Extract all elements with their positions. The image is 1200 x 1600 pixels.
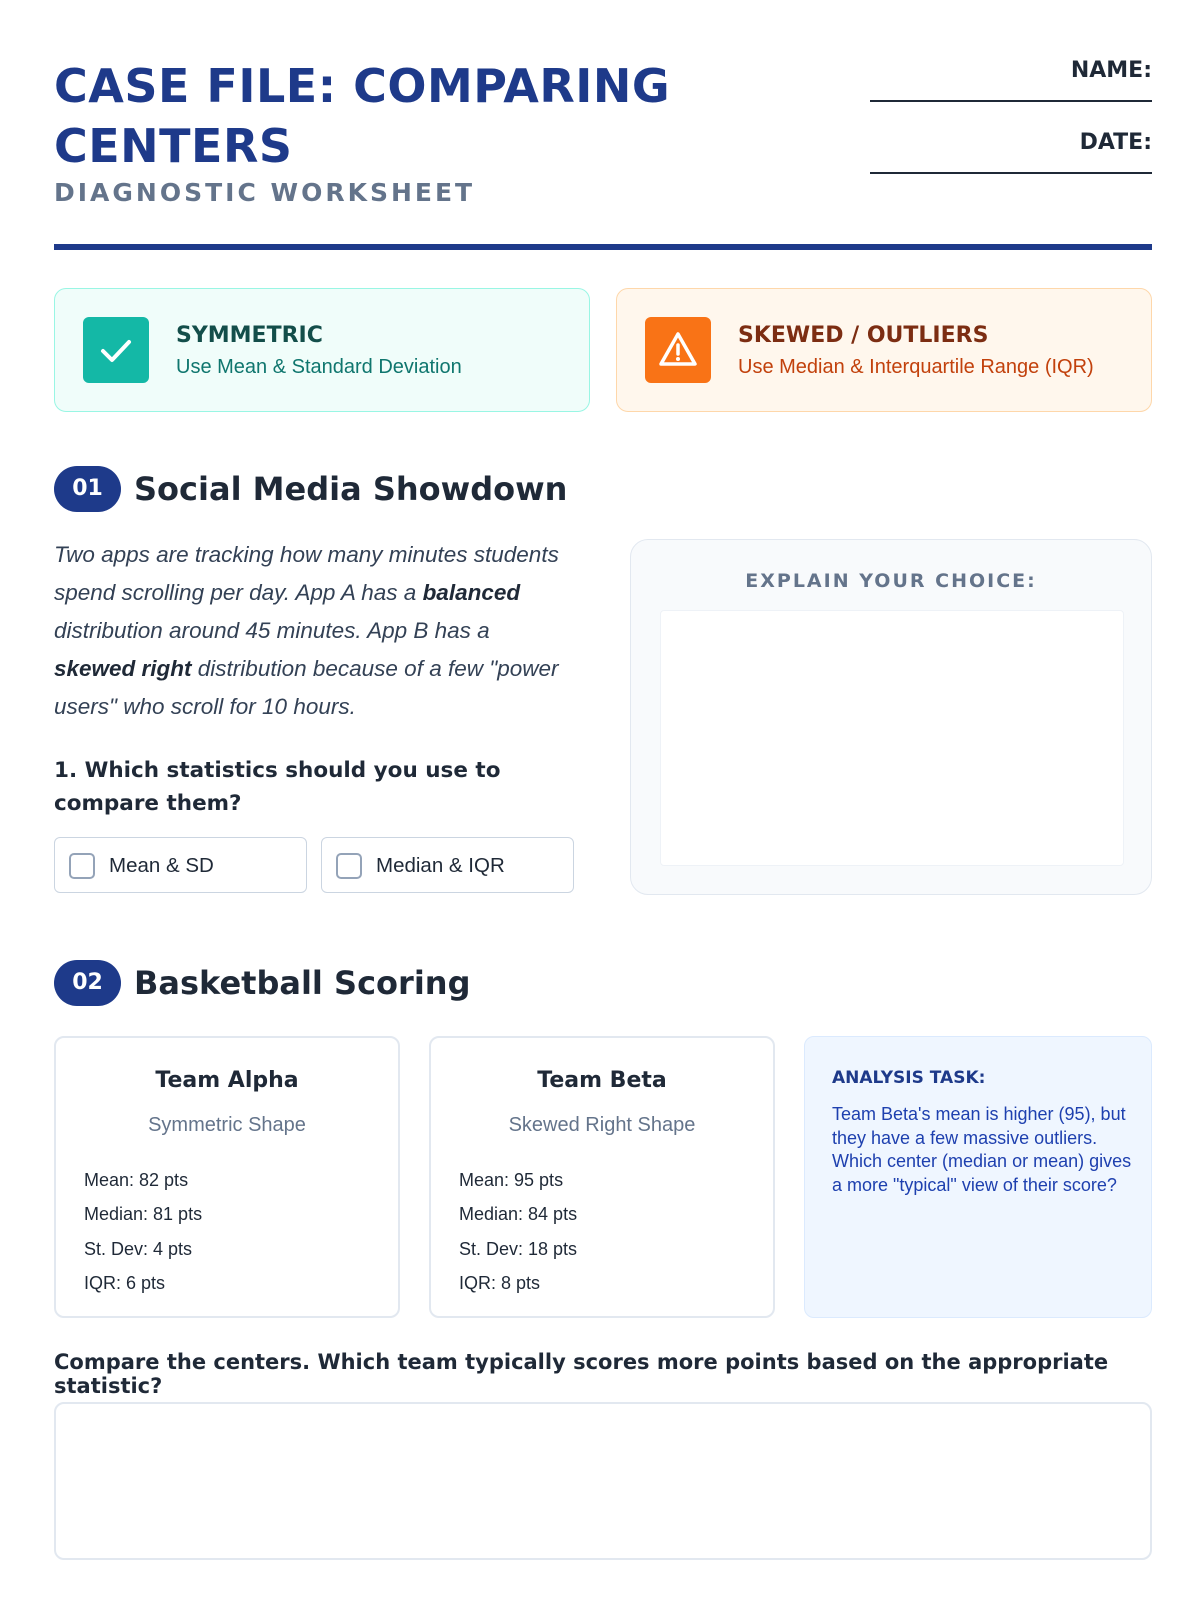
team-stat-mean: Mean: 82 pts xyxy=(84,1170,189,1190)
scenario-text-part: Two apps are tracking how many minutes students spend scrolling per day. App A has a xyxy=(54,542,559,605)
symmetric-legend-title: SYMMETRIC xyxy=(176,323,323,348)
team-stat-mean: Mean: 95 pts xyxy=(459,1170,564,1190)
date-field-line[interactable] xyxy=(870,160,1152,174)
section-1-title: Social Media Showdown xyxy=(134,470,568,508)
team-stat-iqr: IQR: 6 pts xyxy=(84,1273,166,1293)
team-stat-iqr: IQR: 8 pts xyxy=(459,1273,541,1293)
worksheet-page xyxy=(54,0,1152,1600)
scenario-text-part: distribution around 45 minutes. App B has a xyxy=(54,618,490,643)
skewed-legend-title: SKEWED / OUTLIERS xyxy=(738,323,989,348)
option-median-iqr[interactable] xyxy=(321,837,574,893)
name-field-line[interactable] xyxy=(870,88,1152,102)
worksheet-header xyxy=(54,50,1152,250)
analysis-task-body: Team Beta's mean is higher (95), but they have a few massive outliers. Which center (median or mean) gives a more "typical" view of their score? xyxy=(832,1104,1132,1195)
date-label: DATE: xyxy=(1079,130,1152,155)
section-1-scenario-text xyxy=(54,536,574,726)
explain-choice-label: EXPLAIN YOUR CHOICE: xyxy=(745,570,1037,592)
team-stat-sd: St. Dev: 18 pts xyxy=(459,1239,578,1259)
option-median-iqr-checkbox[interactable] xyxy=(336,853,362,879)
symmetric-legend-card xyxy=(54,288,590,412)
page-subtitle: DIAGNOSTIC WORKSHEET xyxy=(54,178,476,207)
team-shape: Skewed Right Shape xyxy=(508,1114,696,1136)
section-1-question: 1. Which statistics should you use to compare them? xyxy=(54,758,501,816)
team-stat-sd: St. Dev: 4 pts xyxy=(84,1239,193,1259)
option-median-iqr-label: Median & IQR xyxy=(376,854,505,877)
analysis-task-title: ANALYSIS TASK: xyxy=(832,1068,986,1088)
symmetric-legend-subtitle: Use Mean & Standard Deviation xyxy=(176,356,462,378)
skewed-legend-card xyxy=(616,288,1152,412)
option-mean-sd-checkbox[interactable] xyxy=(69,853,95,879)
page-title: CASE FILE: COMPARING CENTERS xyxy=(54,59,671,173)
section-2-header xyxy=(54,960,754,1008)
compare-centers-answer-area[interactable] xyxy=(54,1402,1152,1560)
name-date-block xyxy=(862,58,1152,202)
team-name: Team Beta xyxy=(537,1068,667,1093)
scenario-emphasis-skewed: skewed right xyxy=(54,656,192,681)
header-divider xyxy=(54,244,1152,250)
team-shape: Symmetric Shape xyxy=(148,1114,306,1136)
scenario-text-part: distribution because of a few "power users" who scroll for 10 hours. xyxy=(54,656,559,719)
option-mean-sd-label: Mean & SD xyxy=(109,854,214,877)
analysis-task-card xyxy=(804,1036,1152,1318)
team-alpha-card xyxy=(54,1036,400,1318)
section-2-title: Basketball Scoring xyxy=(134,964,471,1002)
team-stat-median: Median: 84 pts xyxy=(459,1204,578,1224)
name-label: NAME: xyxy=(1070,58,1152,83)
section-1-header xyxy=(54,466,754,514)
section-2-number-badge: 02 xyxy=(54,960,121,1006)
team-stat-median: Median: 81 pts xyxy=(84,1204,203,1224)
compare-centers-question: Compare the centers. Which team typically scores more points based on the appropriate statistic? xyxy=(54,1350,1109,1398)
section-1-number-badge: 01 xyxy=(54,466,121,512)
explain-choice-answer-area[interactable] xyxy=(660,610,1124,866)
explain-choice-panel xyxy=(630,539,1152,895)
team-beta-card xyxy=(429,1036,775,1318)
option-mean-sd[interactable] xyxy=(54,837,307,893)
team-name: Team Alpha xyxy=(155,1068,299,1093)
check-icon xyxy=(83,317,149,383)
scenario-emphasis-balanced: balanced xyxy=(422,580,521,605)
skewed-legend-subtitle: Use Median & Interquartile Range (IQR) xyxy=(738,356,1094,378)
warning-icon xyxy=(645,317,711,383)
